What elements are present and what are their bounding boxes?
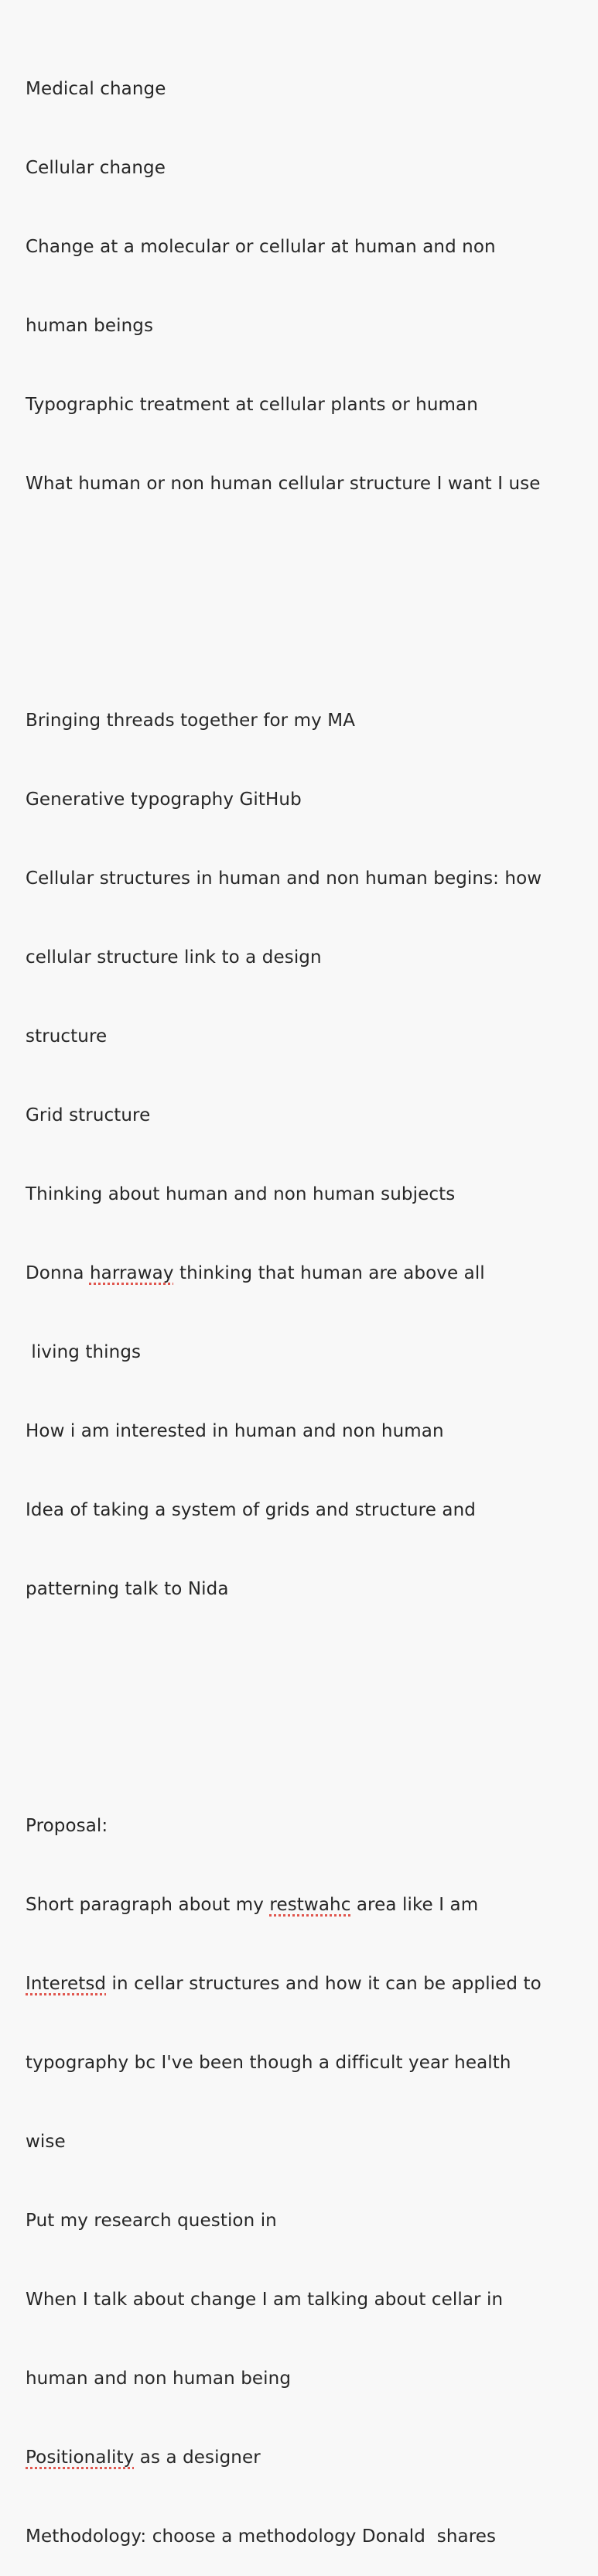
note-line: living things	[26, 1342, 142, 1362]
text-run: as a designer	[134, 2448, 261, 2468]
note-line	[26, 1892, 590, 1918]
text-run: in cellar structures and how it can be applied to	[106, 1974, 542, 1994]
note-line	[26, 1260, 590, 1286]
blank-lines	[26, 576, 590, 629]
note-line: patterning talk to Nida	[26, 1579, 229, 1599]
note-line: How i am interested in human and non human	[26, 1421, 444, 1441]
blank-lines	[26, 1681, 590, 1734]
note-line: Cellular structures in human and non human begins: how	[26, 868, 542, 889]
text-run: thinking that human are above all	[173, 1263, 485, 1283]
note-line: Thinking about human and non human subjects	[26, 1184, 456, 1204]
note-line: Medical change	[26, 79, 166, 99]
misspelled-word[interactable]: Positionality	[26, 2448, 135, 2468]
misspelled-word[interactable]: Interetsd	[26, 1974, 107, 1994]
note-line	[26, 1971, 590, 1997]
misspelled-word[interactable]: harraway	[89, 1263, 174, 1283]
note-line: human and non human being	[26, 2369, 292, 2389]
note-line: When I talk about change I am talking about cellar in	[26, 2290, 504, 2310]
note-line: Change at a molecular or cellular at human and non	[26, 237, 496, 257]
note-line: Typographic treatment at cellular plants or human	[26, 395, 478, 415]
note-line: structure	[26, 1026, 108, 1046]
note-line: Bringing threads together for my MA	[26, 711, 356, 731]
note-line: Cellular change	[26, 158, 166, 178]
note-line: Methodology: choose a methodology Donald shares	[26, 2526, 497, 2547]
misspelled-word[interactable]: restwahc	[269, 1895, 351, 1915]
text-run: area like I am	[350, 1895, 479, 1915]
note-line: cellular structure link to a design	[26, 947, 322, 968]
note-line: Grid structure	[26, 1105, 151, 1125]
text-run: Short paragraph about my	[26, 1895, 270, 1915]
note-line: wise	[26, 2132, 66, 2152]
note-line: Generative typography GitHub	[26, 790, 302, 810]
note-line: human beings	[26, 316, 154, 336]
note-line	[26, 2444, 590, 2471]
note-line: Put my research question in	[26, 2211, 277, 2231]
note-line: Idea of taking a system of grids and structure and	[26, 1500, 476, 1520]
note-body[interactable]	[26, 23, 590, 2576]
note-line: What human or non human cellular structure I want I use	[26, 474, 541, 494]
text-run: Donna	[26, 1263, 90, 1283]
note-line: typography bc I've been though a difficult year health	[26, 2053, 511, 2073]
note-line: Proposal:	[26, 1816, 108, 1836]
